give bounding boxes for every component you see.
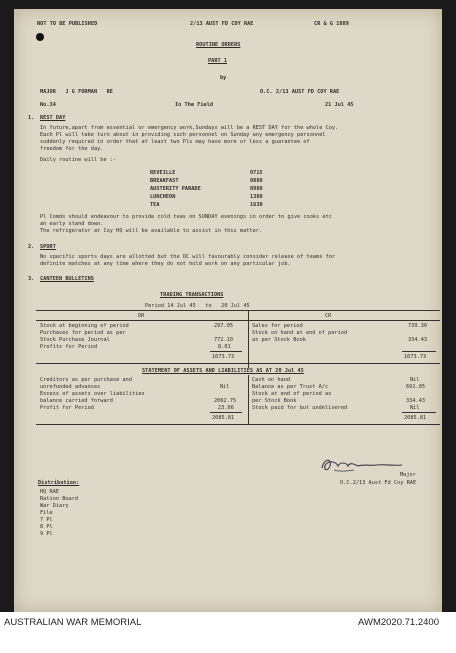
routine-item: LUNCHEON: [150, 194, 176, 200]
section-1-title: REST DAY: [40, 115, 66, 121]
cr-row-value: 739.30: [408, 323, 428, 329]
routine-time: 0715: [250, 170, 263, 176]
asset-label: Stock paid for but undelivered: [252, 405, 348, 411]
routine-item: BREAKFAST: [150, 178, 179, 184]
routine-intro: Daily routine will be :-: [40, 157, 117, 163]
dr-row-label: Stock Purchase Journal: [40, 337, 110, 343]
routine-time: 1630: [250, 202, 263, 208]
liability-label: Excess of assets over liabilities: [40, 391, 145, 397]
asset-label: per Stock Book: [252, 398, 297, 404]
section-3-number: 3.: [28, 276, 35, 282]
asset-label: Cash on hand: [252, 377, 291, 383]
not-published-label: NOT TO BE PUBLISHED: [37, 21, 98, 27]
section-1-after-line: an early stand down.: [40, 221, 104, 227]
section-2-line: definite matches at any time where they do not hold work on any particular job.: [40, 261, 291, 267]
section-1-line: Each Pl will take turn about in providing such personnel on Sunday any emergency personnel: [40, 132, 326, 138]
section-2-line: No specific sports days are allotted but the OC will favourably consider release of teams for: [40, 254, 336, 260]
cr-total: 1073.73: [404, 354, 427, 360]
oc-line: O.C. 2/13 AUST FD COY RAE: [260, 89, 340, 95]
liability-value: 23.06: [218, 405, 234, 411]
liability-value: Nil: [220, 384, 230, 390]
column-divider: [248, 310, 249, 368]
cr-sum-rule: [402, 351, 436, 352]
asset-value: 691.05: [406, 384, 426, 390]
section-1-after-line: Pl Comds should endeavour to provide cold teas on SUNDAY evenings in order to give cooks etc: [40, 214, 332, 220]
asset-label: Balance as per Trust A/c: [252, 384, 329, 390]
signature-rank: Major: [400, 472, 416, 478]
routine-time: 1300: [250, 194, 263, 200]
distribution-title: Distribution:: [38, 480, 80, 486]
distribution-item: Ration Board: [40, 496, 79, 502]
distribution-item: War Diary: [40, 503, 69, 509]
major-line: MAJOR J G FORMAN RE: [40, 89, 113, 95]
order-number: No.34: [40, 102, 56, 108]
routine-item: AUSTERITY PARADE: [150, 186, 201, 192]
dr-row-value: 772.10: [214, 337, 234, 343]
dr-row-value: 8.01: [218, 344, 231, 350]
routine-orders-title: ROUTINE ORDERS: [196, 42, 241, 48]
punch-hole: [36, 33, 44, 41]
distribution-item: 8 Pl: [40, 524, 53, 530]
statement-bottom-rule: [36, 424, 440, 425]
handwritten-signature: [318, 454, 408, 476]
liability-total: 2085.81: [212, 415, 235, 421]
table-bottom-rule: [36, 363, 440, 364]
by-label: by: [220, 75, 227, 81]
distribution-item: 7 Pl: [40, 517, 53, 523]
asset-sum-rule: [402, 412, 436, 413]
asset-value: Nil: [410, 377, 420, 383]
asset-label: Stock at end of period as: [252, 391, 332, 397]
section-1-after-line: The refrigerator at Coy HQ will be available to assist in this matter.: [40, 228, 263, 234]
liability-value: 2062.75: [214, 398, 237, 404]
section-1-line: In future,apart from essential or emergency work,Sundays will be a REST DAY for the whole Coy.: [40, 125, 339, 131]
section-1-number: 1.: [28, 115, 35, 121]
cr-row-label: Stock on hand at end of period: [252, 330, 348, 336]
reference-number: CR & G 1089: [314, 21, 349, 27]
liability-label: unrefunded advances: [40, 384, 101, 390]
dr-total: 1073.73: [212, 354, 235, 360]
routine-item: TEA: [150, 202, 160, 208]
cr-row-value: 334.43: [408, 337, 428, 343]
liability-sum-rule: [210, 412, 242, 413]
statement-divider: [248, 375, 249, 425]
order-date: 21 Jul 45: [325, 102, 354, 108]
unit-header: 2/13 AUST FD COY RAE: [190, 21, 254, 27]
distribution-item: HQ RAE: [40, 489, 60, 495]
in-the-field: In The Field: [175, 102, 214, 108]
dr-header: DR: [138, 313, 145, 319]
distribution-item: File: [40, 510, 53, 516]
liability-label: Creditors as per purchase and: [40, 377, 133, 383]
footer-accession: AWM2020.71.2400: [358, 617, 439, 628]
dr-row-value: 297.05: [214, 323, 234, 329]
footer-institution: AUSTRALIAN WAR MEMORIAL: [4, 617, 142, 628]
distribution-item: 9 Pl: [40, 531, 53, 537]
routine-item: REVEILLE: [150, 170, 176, 176]
trading-period: Period 14 Jul 45 to 20 Jul 45: [145, 303, 250, 309]
section-1-line: suddenly required in order that at least two Pls may have more or less a guarantee of: [40, 139, 310, 145]
cr-row-label: as per Stock Book: [252, 337, 306, 343]
asset-value: 334.43: [406, 398, 426, 404]
signature-title: O.C.2/13 Aust Fd Coy RAE: [340, 480, 417, 486]
dr-row-label: Purchases for period as per: [40, 330, 126, 336]
routine-time: 0800: [250, 178, 263, 184]
dr-sum-rule: [210, 351, 242, 352]
part-label: PART 1: [208, 58, 228, 64]
liability-label: balance carried forward: [40, 398, 113, 404]
section-1-line: freedom for the day.: [40, 146, 104, 152]
statement-title: STATEMENT OF ASSETS AND LIABILITIES AS AT 20 Jul 45: [142, 368, 304, 374]
routine-time: 0900: [250, 186, 263, 192]
asset-total: 2085.81: [404, 415, 427, 421]
cr-header: CR: [325, 313, 332, 319]
dr-row-label: Profits for Period: [40, 344, 98, 350]
asset-value: Nil: [410, 405, 420, 411]
header-rule: [36, 320, 440, 321]
section-2-title: SPORT: [40, 244, 56, 250]
liability-label: Profit for Period: [40, 405, 94, 411]
section-2-number: 2.: [28, 244, 35, 250]
table-top-rule: [36, 310, 440, 311]
trading-title: TRADING TRANSACTIONS: [160, 292, 224, 298]
section-3-title: CANTEEN BULLETINS: [40, 276, 94, 282]
cr-row-label: Sales for period: [252, 323, 303, 329]
dr-row-label: Stock at beginning of period: [40, 323, 129, 329]
